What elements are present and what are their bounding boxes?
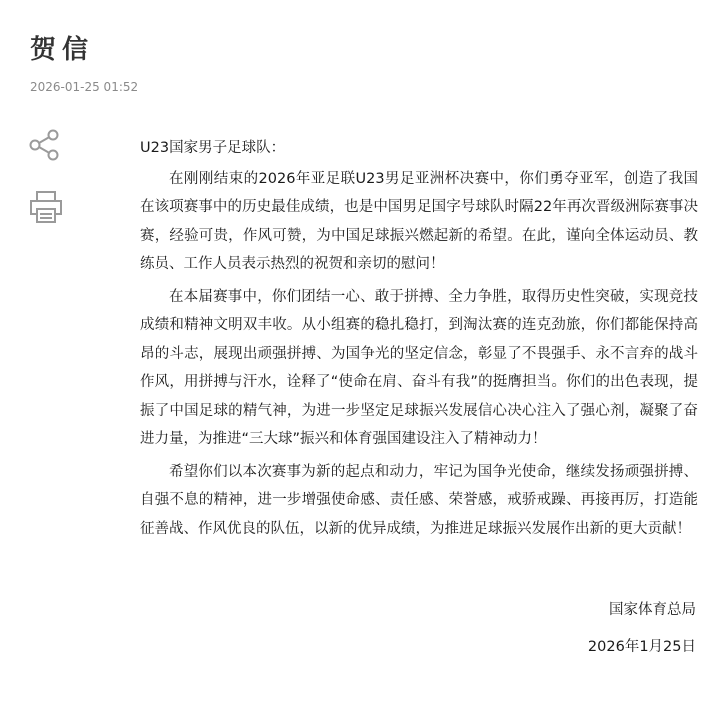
letter-paragraph-1: 在刚刚结束的2026年亚足联U23男足亚洲杯决赛中，你们勇夺亚军，创造了我国在该项赛事中的历史最佳成绩，也是中国男足国字号球队时隔22年再次晋级洲际赛事决赛，经验可贵，作风可赞，为中国足球振兴燃起新的希望。在此，谨向全体运动员、教练员、工作人员表示热烈的祝贺和亲切的慰问！ [140,170,698,272]
letter-paragraph-2: 在本届赛事中，你们团结一心、敢于拼搏、全力争胜，取得历史性突破，实现竞技成绩和精神文明双丰收。从小组赛的稳扎稳打，到淘汰赛的连克劲旅，你们都能保持高昂的斗志，展现出顽强拼搏、为国争光的坚定信念，彰显了不畏强手、永不言弃的战斗作风，用拼搏与汗水，诠释了“使命在肩、奋斗有我”的挺膺担当。你们的出色表现，提振了中国足球的精气神，为进一步坚定足球振兴发展信心决心注入了强心剂，凝聚了奋进力量，为推进“三大球”振兴和体育强国建设注入了精神动力！ [140,288,698,447]
publish-timestamp: 2026-01-25 01:52 [30,80,139,94]
letter-paragraph-3: 希望你们以本次赛事为新的起点和动力，牢记为国争光使命，继续发扬顽强拼搏、自强不息的精神，进一步增强使命感、责任感、荣誉感，戒骄戒躁、再接再厉，打造能征善战、作风优良的队伍，以新的优异成绩，为推进足球振兴发展作出新的更大贡献！ [140,463,698,537]
letter-body [140,134,698,547]
page-title: 贺信 [30,35,95,65]
letter-signature: 国家体育总局 [609,602,696,618]
letter-date: 2026年1月25日 [587,639,696,655]
print-icon[interactable] [28,190,64,224]
letter-salutation: U23国家男子足球队： [140,140,286,156]
share-icon[interactable] [28,128,62,162]
